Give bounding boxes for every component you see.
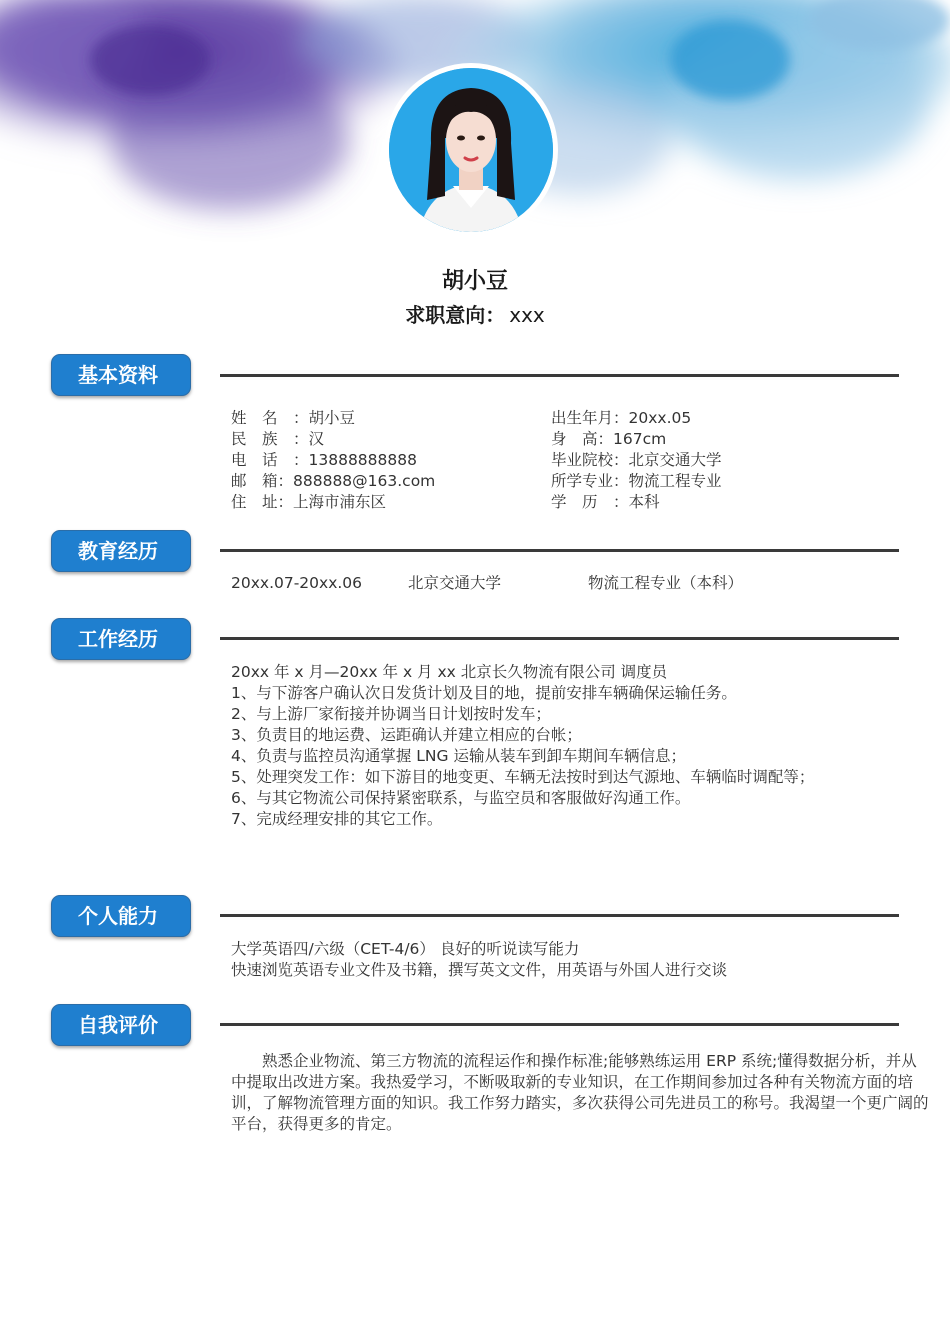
section-self-title: 自我评价 [51,1004,191,1046]
basic-ethnicity-row: 民 族 ：汉 [231,430,325,448]
work-item: 2、与上游厂家衔接并协调当日计划按时发车； [231,705,551,723]
basic-address-row: 住 址：上海市浦东区 [231,493,387,511]
section-basic-title: 基本资料 [51,354,191,396]
job-intent [0,299,950,328]
work-experience [231,662,814,830]
skills-list [231,939,727,981]
section-skills-divider [220,914,899,917]
basic-degree-row: 学 历 ：本科 [551,493,660,511]
basic-name-row: 姓 名 ：胡小豆 [231,409,356,427]
basic-major-row: 所学专业：物流工程专业 [551,472,722,490]
basic-birth-row: 出生年月：20xx.05 [551,409,692,427]
work-item: 7、完成经理安排的其它工作。 [231,810,443,828]
basic-phone-row: 电 话 ：13888888888 [231,451,417,469]
basic-height-row: 身 高：167cm [551,430,667,448]
work-item: 5、处理突发工作：如下游目的地变更、车辆无法按时到达气源地、车辆临时调配等； [231,768,815,786]
profile-photo [384,63,558,237]
work-item: 3、负责目的地运费、运距确认并建立相应的台帐； [231,726,582,744]
education-period: 20xx.07-20xx.06 [231,574,363,592]
basic-school-row: 毕业院校：北京交通大学 [551,451,722,469]
education-major: 物流工程专业（本科） [588,574,744,592]
portrait-image [389,68,553,232]
section-self-divider [220,1023,899,1026]
self-evaluation: 熟悉企业物流、第三方物流的流程运作和操作标准;能够熟练运用 ERP 系统;懂得数据分析，并从中提取出改进方案。我热爱学习，不断吸取新的专业知识，在工作期间参加过各种有关物流方面的培训，了解物流管理方面的知识。我工作努力踏实，多次获得公司先进员工的称号。我渴望一个更广阔的平台，获得更多的肯定。 [231,1052,929,1133]
section-basic-divider [220,374,899,377]
basic-email-row: 邮 箱：888888@163.com [231,472,436,490]
job-intent-label: 求职意向： [405,303,506,327]
section-skills-title: 个人能力 [51,895,191,937]
section-work-title: 工作经历 [51,618,191,660]
work-item: 6、与其它物流公司保持紧密联系，与监空员和客服做好沟通工作。 [231,789,691,807]
section-work-divider [220,637,899,640]
skill-item: 大学英语四/六级（CET-4/6） 良好的听说读写能力 [231,940,580,958]
section-education-title: 教育经历 [51,530,191,572]
work-title: 20xx 年 x 月—20xx 年 x 月 xx 北京长久物流有限公司 调度员 [231,663,668,681]
job-intent-value: xxx [509,303,545,327]
education-school: 北京交通大学 [408,574,502,592]
candidate-name: 胡小豆 [441,269,508,294]
work-item: 4、负责与监控员沟通掌握 LNG 运输从装车到卸车期间车辆信息； [231,747,686,765]
section-education-divider [220,549,899,552]
skill-item: 快速浏览英语专业文件及书籍，撰写英文文件，用英语与外国人进行交谈 [231,961,728,979]
work-item: 1、与下游客户确认次日发货计划及目的地，提前安排车辆确保运输任务。 [231,684,737,702]
